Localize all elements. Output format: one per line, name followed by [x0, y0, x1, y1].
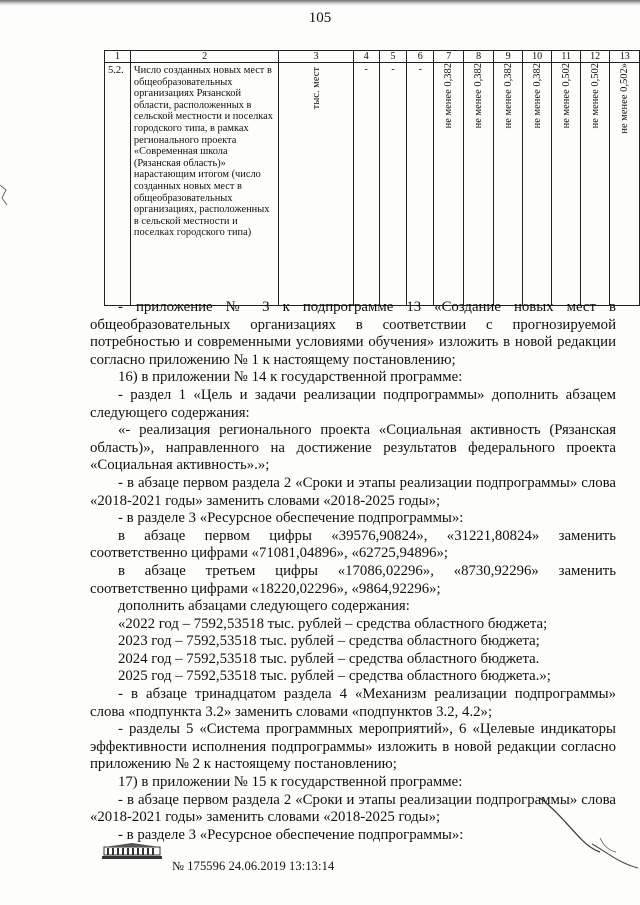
dash-mark: -	[364, 64, 368, 75]
paragraph: - в разделе 3 «Ресурсное обеспечение подпрограммы»:	[118, 826, 464, 843]
unit-label: тыс. мест	[310, 67, 322, 110]
paragraph: 2023 год – 7592,53518 тыс. рублей – средства областного бюджета;	[118, 633, 540, 650]
table-header-cell: 10	[522, 51, 551, 63]
document-registration-id: № 175596 24.06.2019 13:13:14	[172, 859, 335, 873]
paragraph: - в абзаце тринадцатом раздела 4 «Механизм реализации подпрограммы» слова «подпункта 3.2» заменить словами «подпунктов 3.2, 4.2»;	[90, 686, 616, 720]
paragraph: «2022 год – 7592,53518 тыс. рублей – средства областного бюджета;	[118, 615, 548, 632]
table-header-cell: 3	[279, 51, 353, 63]
handwritten-mark	[530, 790, 640, 870]
paragraph: «- реализация регионального проекта «Социальная активность (Рязанская область)», направленного на достижение результатов федерального проекта «Социальная активность».»;	[90, 422, 616, 474]
table-header-cell: 9	[494, 51, 523, 63]
paragraph: - разделы 5 «Система программных мероприятий», 6 «Целевые индикаторы эффективности исполнения подпрограммы» изложить в новой редакции согласно приложению № 2 к настоящему постановлению;	[90, 721, 616, 773]
value-cell	[494, 63, 523, 306]
document-body	[90, 299, 616, 844]
paragraph: 2024 год – 7592,53518 тыс. рублей – средства областного бюджета.	[118, 650, 540, 667]
paragraph: 2025 год – 7592,53518 тыс. рублей – средства областного бюджета.»;	[118, 668, 551, 685]
paragraph: - раздел 1 «Цель и задачи реализации подпрограммы» дополнить абзацем следующего содержания:	[90, 386, 616, 421]
table-header-cell: 2	[130, 51, 279, 63]
value-label: не менее 0,382	[502, 63, 514, 129]
table-header-cell: 12	[580, 51, 609, 63]
paragraph: в абзаце третьем цифры «17086,02296», «8730,92296» заменить соответственно цифрами «18220,02296», «9864,92296»;	[90, 562, 616, 597]
dash-mark: -	[391, 64, 395, 75]
table-header-cell: 13	[610, 51, 640, 63]
paragraph: - в разделе 3 «Ресурсное обеспечение подпрограммы»:	[118, 510, 464, 527]
binding-hole-mark	[0, 180, 10, 210]
value-label: не менее 0,382	[531, 63, 543, 129]
table-header-row	[105, 51, 640, 63]
paragraph: - в абзаце первом раздела 2 «Сроки и этапы реализации подпрограммы» слова «2018-2021 годы» заменить словами «2018-2025 годы»;	[90, 474, 616, 509]
value-label: не менее 0,502	[589, 63, 601, 129]
value-cell	[463, 63, 493, 306]
table-header-cell: 8	[463, 51, 493, 63]
paragraph: - в абзаце первом раздела 2 «Сроки и этапы реализации подпрограммы» слова «2018-2021 годы» заменить словами «2018-2025 годы»;	[90, 791, 616, 826]
table-row	[105, 63, 640, 306]
value-cell	[522, 63, 551, 306]
row-description-cell: Число созданных новых мест в общеобразовательных организациях Рязанской области, расположенных в сельской местности и поселках городского типа, в рамках регионального проекта «Современная школа (Рязанская область)» нарастающим итогом (число созданных новых мест в общеобразовательных организациях, расположенных в сельской местности и поселках городского типа)	[130, 63, 279, 306]
value-label: не менее 0,502»	[619, 63, 631, 134]
table-header-cell: 11	[552, 51, 581, 63]
unit-cell	[279, 63, 353, 306]
paragraph: в абзаце первом цифры «39576,90824», «31221,80824» заменить соответственно цифрами «71081,04896», «62725,94896»;	[90, 527, 616, 562]
table-header-cell: 5	[379, 51, 406, 63]
indicator-table	[104, 50, 640, 306]
value-cell	[379, 63, 406, 306]
page-number: 105	[308, 10, 332, 26]
paragraph: - приложение № 3 к подпрограмме 13 «Создание новых мест в общеобразовательных организациях в соответствии с прогнозируемой потребностью и современными условиями обучения» изложить в новой редакции согласно приложению № 1 к настоящему постановлению;	[90, 299, 616, 368]
paragraph: 16) в приложении № 14 к государственной программе:	[118, 369, 463, 386]
value-cell	[434, 63, 463, 306]
value-cell	[580, 63, 609, 306]
registry-stamp-logo	[101, 843, 163, 860]
value-cell	[610, 63, 640, 306]
value-label: не менее 0,382	[473, 63, 485, 129]
table-header-cell: 6	[407, 51, 434, 63]
value-cell	[407, 63, 434, 306]
dash-mark: -	[418, 64, 422, 75]
value-cell	[353, 63, 379, 306]
scan-edge-shadow	[0, 0, 640, 6]
paragraph: дополнить абзацами следующего содержания:	[118, 598, 410, 615]
value-label: не менее 0,502	[560, 63, 572, 129]
value-cell	[552, 63, 581, 306]
table-header-cell: 1	[105, 51, 131, 63]
table-header-cell: 4	[353, 51, 379, 63]
table-header-cell: 7	[434, 51, 463, 63]
row-number-cell: 5.2.	[105, 63, 131, 306]
paragraph: 17) в приложении № 15 к государственной программе:	[118, 774, 463, 791]
value-label: не менее 0,382	[443, 63, 455, 129]
